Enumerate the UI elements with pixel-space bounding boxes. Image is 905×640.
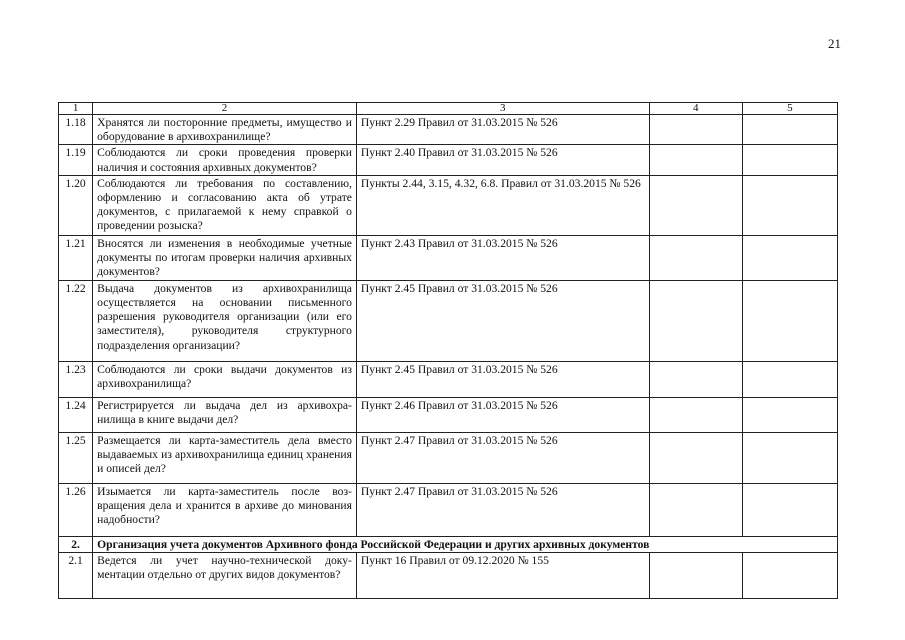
row-number: 1.18 [59, 115, 93, 145]
row-cell-5 [742, 145, 837, 175]
row-reference: Пункт 2.40 Правил от 31.03.2015 № 526 [356, 145, 649, 175]
row-reference: Пункт 2.29 Правил от 31.03.2015 № 526 [356, 115, 649, 145]
checklist-table [58, 102, 838, 599]
row-number: 1.19 [59, 145, 93, 175]
row-cell-4 [649, 115, 742, 145]
section-number: 2. [59, 536, 93, 552]
row-cell-5 [742, 175, 837, 235]
row-cell-5 [742, 483, 837, 536]
table-row [59, 397, 838, 432]
row-cell-5 [742, 553, 837, 599]
header-cell: 4 [649, 103, 742, 115]
table-row [59, 175, 838, 235]
row-question: Соблюдаются ли сроки проведения проверки наличия и состояния архивных документов? [93, 145, 357, 175]
row-number: 1.24 [59, 397, 93, 432]
row-cell-4 [649, 432, 742, 483]
row-number: 1.25 [59, 432, 93, 483]
row-number: 1.23 [59, 361, 93, 397]
row-question: Соблюдаются ли требования по составлению, оформлению и согласованию акта об утрате документов, с прилагаемой к нему справкой о проведении розыска? [93, 175, 357, 235]
row-reference: Пункт 2.46 Правил от 31.03.2015 № 526 [356, 397, 649, 432]
row-question: Соблюдаются ли сроки выдачи документов из архивохранилища? [93, 361, 357, 397]
row-question: Ведется ли учет научно-технической документации отдельно от других видов документов? [93, 553, 357, 599]
table-header-row [59, 103, 838, 115]
page-number: 21 [828, 36, 841, 51]
section-row [59, 536, 838, 552]
row-number: 2.1 [59, 553, 93, 599]
row-question: Выдача документов из архивохранилища осуществляется на основании письменного разрешения руководителя организации (или его заместителя), руководителя структурного подразделения организации? [93, 280, 357, 361]
row-cell-4 [649, 361, 742, 397]
row-reference: Пункт 2.47 Правил от 31.03.2015 № 526 [356, 483, 649, 536]
row-cell-5 [742, 361, 837, 397]
table-row [59, 115, 838, 145]
row-question: Изымается ли карта-заместитель после возвращения дела и хранится в архиве до минования надобности? [93, 483, 357, 536]
table-row [59, 483, 838, 536]
header-cell: 5 [742, 103, 837, 115]
table-row [59, 235, 838, 280]
row-reference: Пункт 16 Правил от 09.12.2020 № 155 [356, 553, 649, 599]
table-row [59, 553, 838, 599]
section-title: Организация учета документов Архивного фонда Российской Федерации и других архивных документов [93, 536, 838, 552]
row-question: Хранятся ли посторонние предметы, имущество и оборудование в архивохранилище? [93, 115, 357, 145]
row-cell-4 [649, 483, 742, 536]
row-number: 1.20 [59, 175, 93, 235]
row-question: Размещается ли карта-заместитель дела вместо выдаваемых из архивохранилища единиц хранения и описей дел? [93, 432, 357, 483]
row-number: 1.21 [59, 235, 93, 280]
row-cell-4 [649, 280, 742, 361]
table-row [59, 145, 838, 175]
row-cell-5 [742, 280, 837, 361]
table-row [59, 361, 838, 397]
row-number: 1.22 [59, 280, 93, 361]
row-cell-5 [742, 432, 837, 483]
row-cell-4 [649, 553, 742, 599]
row-cell-5 [742, 397, 837, 432]
row-cell-4 [649, 175, 742, 235]
row-question: Регистрируется ли выдача дел из архивохранилища в книге выдачи дел? [93, 397, 357, 432]
row-cell-4 [649, 235, 742, 280]
table-row [59, 432, 838, 483]
row-number: 1.26 [59, 483, 93, 536]
row-reference: Пункты 2.44, 3.15, 4.32, 6.8. Правил от 31.03.2015 № 526 [356, 175, 649, 235]
header-cell: 1 [59, 103, 93, 115]
row-cell-4 [649, 145, 742, 175]
row-reference: Пункт 2.47 Правил от 31.03.2015 № 526 [356, 432, 649, 483]
row-reference: Пункт 2.45 Правил от 31.03.2015 № 526 [356, 280, 649, 361]
row-reference: Пункт 2.43 Правил от 31.03.2015 № 526 [356, 235, 649, 280]
header-cell: 2 [93, 103, 357, 115]
row-reference: Пункт 2.45 Правил от 31.03.2015 № 526 [356, 361, 649, 397]
row-cell-5 [742, 235, 837, 280]
row-cell-4 [649, 397, 742, 432]
row-question: Вносятся ли изменения в необходимые учетные документы по итогам проверки наличия архивных документов? [93, 235, 357, 280]
header-cell: 3 [356, 103, 649, 115]
table-row [59, 280, 838, 361]
row-cell-5 [742, 115, 837, 145]
